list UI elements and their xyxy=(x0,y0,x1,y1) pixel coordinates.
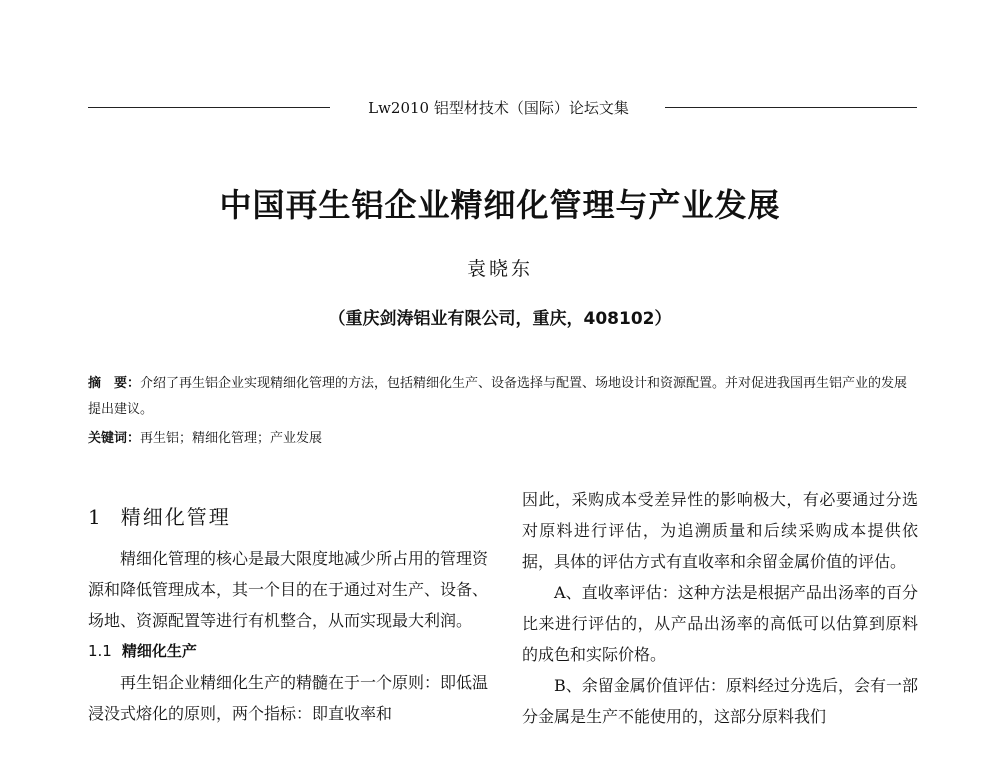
paragraph: 精细化管理的核心是最大限度地减少所占用的管理资源和降低管理成本，其一个目的在于通过对生产、设备、场地、资源配置等进行有机整合，从而实现最大利润。 xyxy=(88,549,489,630)
abstract-text: 介绍了再生铝企业实现精细化管理的方法，包括精细化生产、设备选择与配置、场地设计和资源配置。并对促进我国再生铝产业的发展提出建议。 xyxy=(88,376,908,417)
keywords xyxy=(88,427,918,446)
paragraph: 再生铝企业精细化生产的精髓在于一个原则：即低温浸没式熔化的原则，两个指标：即直收率和 xyxy=(88,673,489,723)
keywords-text: 再生铝；精细化管理；产业发展 xyxy=(140,431,323,446)
paragraph: 因此，采购成本受差异性的影响极大，有必要通过分选对原料进行评估，为追溯质量和后续采购成本提供依据，具体的评估方式有直收率和余留金属价值的评估。 xyxy=(522,490,918,571)
section-heading xyxy=(88,497,488,537)
article-title: 中国再生铝企业精细化管理与产业发展 xyxy=(219,186,781,224)
subsection-title: 精细化生产 xyxy=(121,642,197,660)
right-column xyxy=(522,484,918,732)
header-rule-right xyxy=(665,107,917,108)
subsection-number: 1.1 xyxy=(88,642,112,660)
paragraph: A、直收率评估：这种方法是根据产品出汤率的百分比来进行评估的，从产品出汤率的高低可以估算到原料的成色和实际价格。 xyxy=(522,583,918,664)
keywords-label: 关键词： xyxy=(88,431,141,446)
section-title: 精细化管理 xyxy=(120,505,231,529)
running-header: Lw2010 铝型材技术（国际）论坛文集 xyxy=(368,99,629,117)
abstract xyxy=(88,371,918,423)
left-column xyxy=(88,497,488,729)
author-name: 袁晓东 xyxy=(466,258,533,280)
abstract-label: 摘 要： xyxy=(88,376,141,391)
header-rule-left xyxy=(88,107,330,108)
author-affiliation: （重庆剑涛铝业有限公司，重庆，408102） xyxy=(328,309,672,329)
section-number: 1 xyxy=(88,505,103,529)
paragraph: B、余留金属价值评估：原料经过分选后，会有一部分金属是生产不能使用的，这部分原料我们 xyxy=(522,676,918,726)
subsection-heading xyxy=(88,636,488,667)
